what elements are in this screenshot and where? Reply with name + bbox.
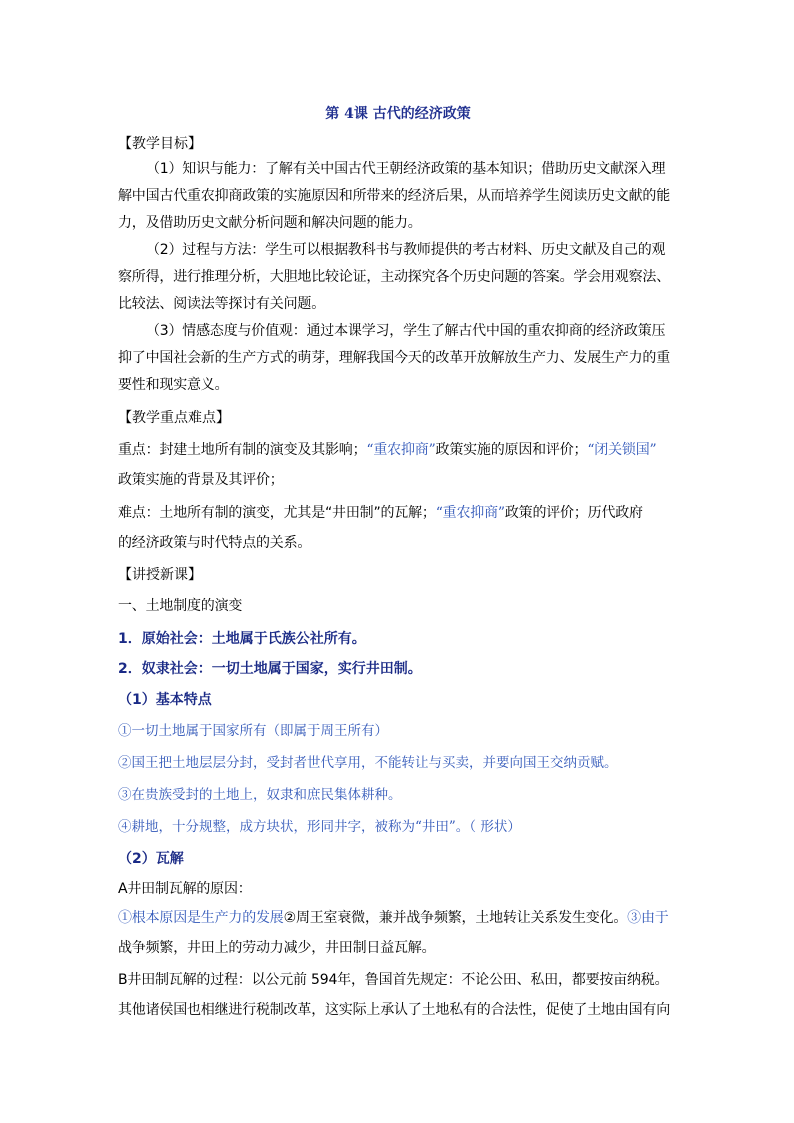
goal-3-line-2: 抑了中国社会新的生产方式的萌芽，理解我国今天的改革开放解放生产力、发展生产力的重 — [118, 350, 670, 366]
reason-line-2: 战争频繁，井田上的劳动力减少，井田制日益瓦解。 — [118, 940, 436, 956]
reason-war: ③由于 — [627, 910, 669, 926]
feature-2: ②国王把土地层层分封，受封者世代享用，不能转让与买卖，并要向国王交纳贡赋。 — [118, 755, 618, 771]
feature-1: ①一切土地属于国家所有（即属于周王所有） — [118, 723, 388, 739]
diff-text: 政策的评价；历代政府 — [504, 505, 643, 521]
goals-heading: 【教学目标】 — [118, 136, 202, 152]
diff-quote: “重农抑商” — [435, 505, 505, 521]
part-1-heading: 一、土地制度的演变 — [118, 598, 243, 614]
key-line-1 — [118, 440, 656, 460]
key-quote-2: “闭关锁国” — [587, 442, 657, 458]
difficulty-line-2: 的经济政策与时代特点的关系。 — [118, 535, 312, 551]
feature-4: ④耕地，十分规整，成方块状，形同井字，被称为“井田”。（ 形状） — [118, 819, 521, 835]
goal-2-line-1: （2）过程与方法：学生可以根据教科书与教师提供的考古材料、历史文献及自己的观 — [146, 242, 666, 258]
process-line-2: 其他诸侯国也相继进行税制改革，这实际上承认了土地私有的合法性，促使了土地由国有向 — [118, 1002, 670, 1018]
sub-heading-features: （1）基本特点 — [118, 692, 212, 708]
key-quote-1: “重农抑商” — [366, 442, 436, 458]
key-label: 重点：封建土地所有制的演变及其影响； — [118, 442, 367, 458]
reason-royal: ②周王室衰微，兼并战争频繁，土地转让关系发生变化。 — [283, 910, 628, 926]
goal-3-line-3: 要性和现实意义。 — [118, 377, 229, 393]
reason-root: ①根本原因是生产力的发展 — [118, 910, 284, 926]
goal-1-line-2: 解中国古代重农抑商政策的实施原因和所带来的经济后果，从而培养学生阅读历史文献的能 — [118, 188, 670, 204]
difficulty-line-1 — [118, 503, 643, 523]
feature-3: ③在贵族受封的土地上，奴隶和庶民集体耕种。 — [118, 787, 402, 803]
goal-2-line-3: 比较法、阅读法等探讨有关问题。 — [118, 296, 325, 312]
key-line-2: 政策实施的背景及其评价； — [118, 472, 284, 488]
goal-3-line-1: （3）情感态度与价值观：通过本课学习，学生了解古代中国的重农抑商的经济政策压 — [146, 323, 666, 339]
diff-label: 难点：土地所有制的演变，尤其是“井田制”的瓦解； — [118, 505, 436, 521]
process-line-1: B井田制瓦解的过程：以公元前 594年，鲁国首先规定：不论公田、私田，都要按亩纳税。 — [118, 972, 669, 988]
goal-2-line-2: 察所得，进行推理分析，大胆地比较论证，主动探究各个历史问题的答案。学会用观察法、 — [118, 269, 670, 285]
sub-heading-collapse: （2）瓦解 — [118, 851, 184, 867]
key-heading: 【教学重点难点】 — [118, 410, 230, 426]
key-text-2: 政策实施的原因和评价； — [435, 442, 588, 458]
item-2: 2．奴隶社会：一切土地属于国家，实行井田制。 — [118, 661, 422, 677]
lecture-heading: 【讲授新课】 — [118, 567, 202, 583]
goal-1-line-1: （1）知识与能力：了解有关中国古代王朝经济政策的基本知识；借助历史文献深入理 — [146, 161, 666, 177]
reason-line-1 — [118, 908, 669, 928]
item-1: 1．原始社会：土地属于氏族公社所有。 — [118, 631, 366, 647]
reason-heading: A井田制瓦解的原因： — [118, 881, 252, 897]
page-title: 第 4课 古代的经济政策 — [325, 106, 471, 122]
goal-1-line-3: 力，及借助历史文献分析问题和解决问题的能力。 — [118, 215, 422, 231]
